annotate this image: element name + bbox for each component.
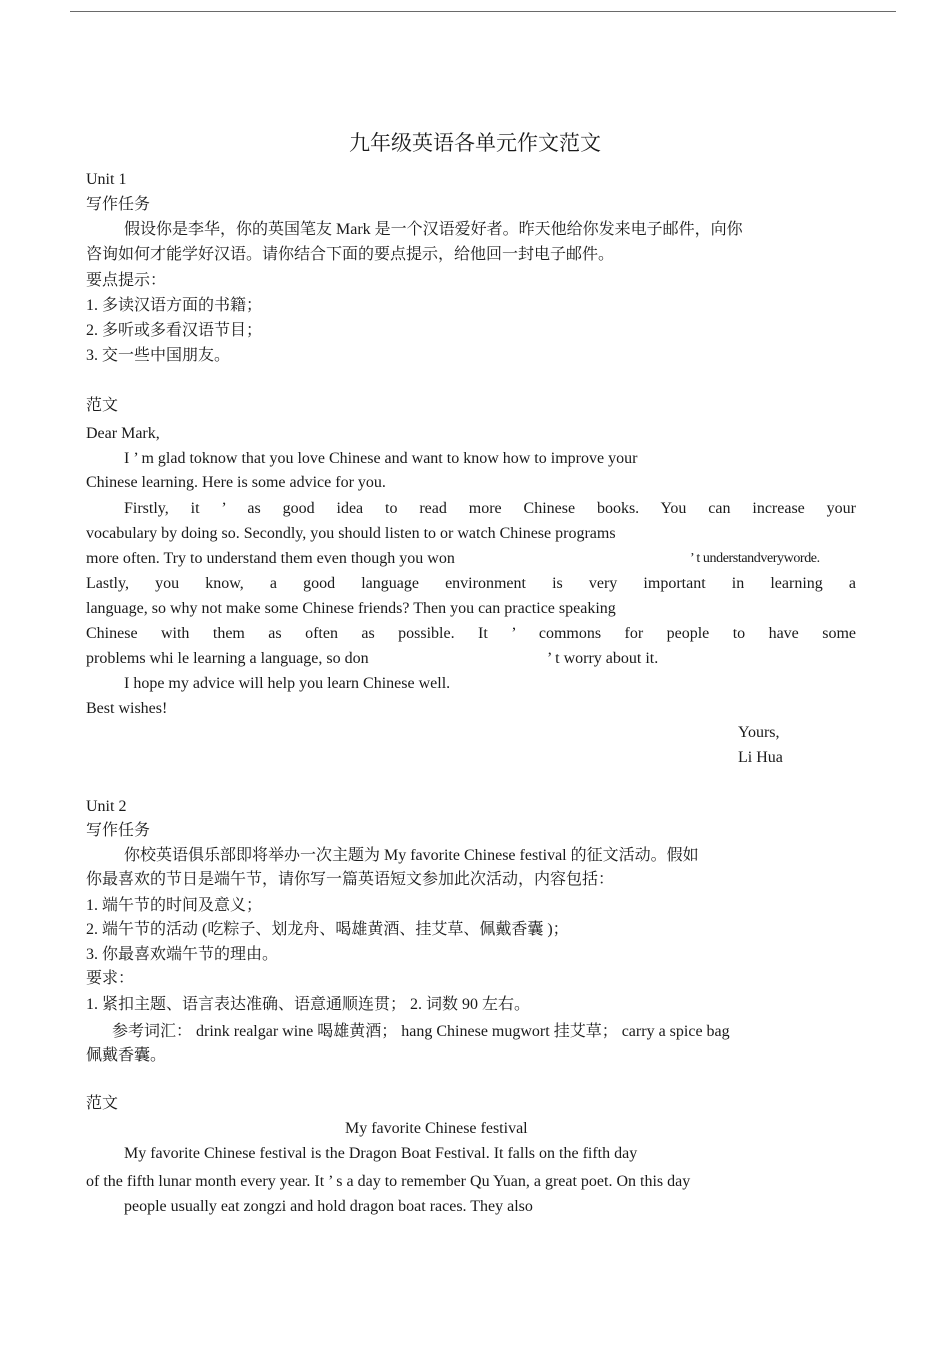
unit1-essay-line: I hope my advice will help you learn Chinese well. bbox=[124, 675, 451, 692]
unit1-heading: Unit 1 bbox=[86, 171, 127, 188]
unit2-point: 3. 你最喜欢端午节的理由。 bbox=[86, 946, 279, 963]
unit1-essay-line: I ’ m glad toknow that you love Chinese and want to know how to improve your bbox=[124, 450, 638, 467]
unit1-task-line: 咨询如何才能学好汉语。请你结合下面的要点提示，给他回一封电子邮件。 bbox=[86, 246, 615, 263]
unit2-task-label: 写作任务 bbox=[86, 822, 151, 839]
unit1-points-label: 要点提示： bbox=[86, 272, 167, 289]
unit1-model-label: 范文 bbox=[86, 397, 119, 414]
unit2-task-line: 你校英语俱乐部即将举办一次主题为 My favorite Chinese festival 的征文活动。假如 bbox=[124, 847, 699, 864]
unit2-essay-line: of the fifth lunar month every year. It ’ s a day to remember Qu Yuan, a great poet. On this day bbox=[86, 1173, 691, 1190]
unit2-essay-title: My favorite Chinese festival bbox=[345, 1120, 528, 1137]
unit1-essay-line-fragment: ’ t understandveryworde. bbox=[690, 551, 820, 566]
unit2-heading: Unit 2 bbox=[86, 798, 127, 815]
unit1-essay-line: more often. Try to understand them even though you won bbox=[86, 550, 455, 567]
unit1-task-line: 假设你是李华，你的英国笔友 Mark 是一个汉语爱好者。昨天他给你发来电子邮件，向你 bbox=[124, 221, 743, 238]
unit1-sign-off: Best wishes! bbox=[86, 700, 168, 717]
unit2-requirements: 1. 紧扣主题、语言表达准确、语意通顺连贯； 2. 词数 90 左右。 bbox=[86, 996, 531, 1013]
unit2-vocab-line: 参考词汇： drink realgar wine 喝雄黄酒； hang Chinese mugwort 挂艾草； carry a spice bag bbox=[112, 1023, 730, 1040]
unit2-point: 1. 端午节的时间及意义； bbox=[86, 897, 263, 914]
unit1-signature: Li Hua bbox=[738, 749, 783, 766]
unit1-point: 3. 交一些中国朋友。 bbox=[86, 347, 231, 364]
unit2-point: 2. 端午节的活动 (吃粽子、划龙舟、喝雄黄酒、挂艾草、佩戴香囊 )； bbox=[86, 921, 569, 938]
unit1-essay-line: language, so why not make some Chinese friends? Then you can practice speaking bbox=[86, 600, 616, 617]
page-title: 九年级英语各单元作文范文 bbox=[349, 131, 601, 155]
unit1-essay-line: vocabulary by doing so. Secondly, you should listen to or watch Chinese programs bbox=[86, 525, 616, 542]
unit2-essay-line: people usually eat zongzi and hold dragon boat races. They also bbox=[124, 1198, 533, 1215]
unit2-requirements-label: 要求： bbox=[86, 970, 135, 987]
unit1-essay-line: Firstly, it ’ as good idea to read more Chinese books. You can increase your bbox=[124, 500, 856, 517]
unit1-closing: Yours, bbox=[738, 724, 780, 741]
unit2-vocab-line: 佩戴香囊。 bbox=[86, 1047, 167, 1064]
unit1-essay-line: problems whi le learning a language, so don bbox=[86, 650, 369, 667]
unit1-essay-line: Lastly, you know, a good language environment is very important in learning a bbox=[86, 575, 856, 592]
unit1-point: 1. 多读汉语方面的书籍； bbox=[86, 297, 263, 314]
unit2-model-label: 范文 bbox=[86, 1095, 119, 1112]
unit1-essay-line-fragment: ’ t worry about it. bbox=[547, 650, 659, 667]
unit1-essay-line: Chinese learning. Here is some advice for you. bbox=[86, 474, 386, 491]
top-rule bbox=[70, 11, 896, 12]
unit1-point: 2. 多听或多看汉语节目； bbox=[86, 322, 263, 339]
unit2-essay-line: My favorite Chinese festival is the Dragon Boat Festival. It falls on the fifth day bbox=[124, 1145, 638, 1162]
unit1-task-label: 写作任务 bbox=[86, 196, 151, 213]
unit1-salutation: Dear Mark, bbox=[86, 425, 160, 442]
unit1-essay-line: Chinese with them as often as possible. It ’ commons for people to have some bbox=[86, 625, 856, 642]
unit2-task-line: 你最喜欢的节日是端午节，请你写一篇英语短文参加此次活动，内容包括： bbox=[86, 871, 615, 888]
